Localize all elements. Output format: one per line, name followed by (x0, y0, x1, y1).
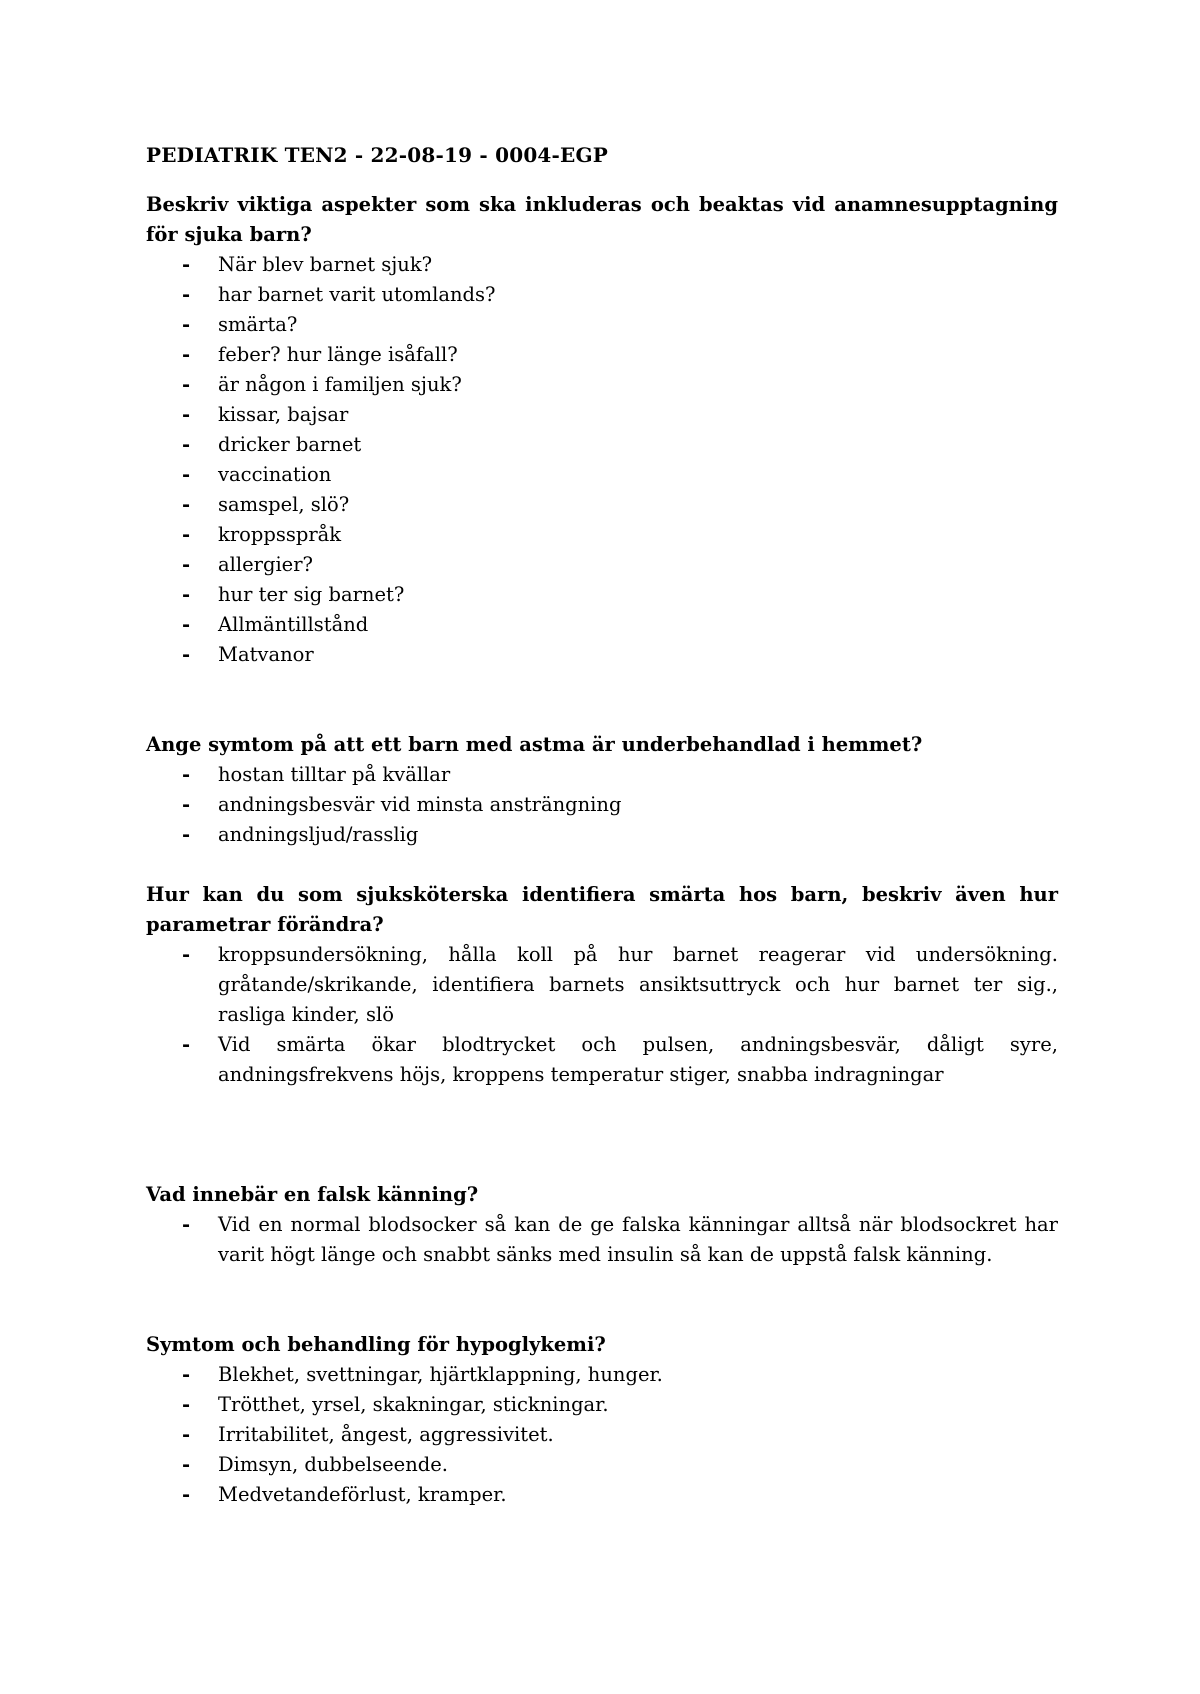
bullet-dash: - (182, 1453, 191, 1476)
answer-text: Matvanor (218, 643, 314, 666)
bullet-dash: - (182, 523, 191, 546)
answer-text: Vid en normal blodsocker så kan de ge falska känningar alltså när blodsockret har varit högt länge och snabbt sänks med insulin så kan de uppstå falsk känning. (218, 1213, 1058, 1266)
bullet-dash: - (182, 433, 191, 456)
answer-text: allergier? (218, 553, 313, 576)
answer-list (146, 1360, 1058, 1510)
list-item (146, 580, 1058, 610)
bullet-dash: - (182, 343, 191, 366)
list-item (146, 370, 1058, 400)
answer-text: feber? hur länge isåfall? (218, 343, 458, 366)
list-item (146, 460, 1058, 490)
bullet-dash: - (182, 553, 191, 576)
list-item (146, 280, 1058, 310)
question-heading: Ange symtom på att ett barn med astma är underbehandlad i hemmet? (146, 733, 923, 756)
answer-text: samspel, slö? (218, 493, 350, 516)
bullet-dash: - (182, 313, 191, 336)
list-item (146, 760, 1058, 790)
document-page (146, 140, 1058, 1510)
bullet-dash: - (182, 1033, 191, 1056)
answer-list (146, 760, 1058, 850)
list-item (146, 1390, 1058, 1420)
list-item (146, 250, 1058, 280)
answer-text: kroppsundersökning, hålla koll på hur barnet reagerar vid undersökning. gråtande/skrikande, identifiera barnets ansiktsuttryck och hur barnet ter sig., rasliga kinder, slö (218, 943, 1058, 1026)
list-item (146, 1030, 1058, 1090)
bullet-dash: - (182, 1363, 191, 1386)
bullet-dash: - (182, 463, 191, 486)
list-item (146, 1480, 1058, 1510)
bullet-dash: - (182, 643, 191, 666)
bullet-dash: - (182, 253, 191, 276)
bullet-dash: - (182, 823, 191, 846)
bullet-dash: - (182, 1423, 191, 1446)
answer-text: Medvetandeförlust, kramper. (218, 1483, 507, 1506)
answer-text: kroppsspråk (218, 523, 342, 546)
list-item (146, 940, 1058, 1030)
answer-text: Blekhet, svettningar, hjärtklappning, hunger. (218, 1363, 663, 1386)
qa-section (146, 880, 1058, 1090)
list-item (146, 1450, 1058, 1480)
bullet-dash: - (182, 403, 191, 426)
answer-list (146, 250, 1058, 670)
answer-text: kissar, bajsar (218, 403, 349, 426)
qa-section (146, 1180, 1058, 1270)
list-item (146, 1210, 1058, 1270)
question-heading: Symtom och behandling för hypoglykemi? (146, 1333, 606, 1356)
answer-text: Irritabilitet, ångest, aggressivitet. (218, 1423, 554, 1446)
bullet-dash: - (182, 1393, 191, 1416)
list-item (146, 310, 1058, 340)
list-item (146, 340, 1058, 370)
list-item (146, 520, 1058, 550)
list-item (146, 610, 1058, 640)
sections-container (146, 190, 1058, 1510)
document-title: PEDIATRIK TEN2 - 22-08-19 - 0004-EGP (146, 143, 609, 167)
bullet-dash: - (182, 283, 191, 306)
answer-text: Trötthet, yrsel, skakningar, stickningar. (218, 1393, 609, 1416)
answer-text: När blev barnet sjuk? (218, 253, 433, 276)
bullet-dash: - (182, 793, 191, 816)
answer-text: Allmäntillstånd (218, 613, 369, 636)
question-heading: Hur kan du som sjuksköterska identifiera smärta hos barn, beskriv även hur parametrar förändra? (146, 883, 1058, 936)
answer-text: andningsbesvär vid minsta ansträngning (218, 793, 622, 816)
answer-list (146, 1210, 1058, 1270)
list-item (146, 430, 1058, 460)
bullet-dash: - (182, 943, 191, 966)
answer-list (146, 940, 1058, 1090)
answer-text: hostan tilltar på kvällar (218, 763, 451, 786)
answer-text: smärta? (218, 313, 298, 336)
list-item (146, 490, 1058, 520)
bullet-dash: - (182, 493, 191, 516)
question-heading: Beskriv viktiga aspekter som ska inkluderas och beaktas vid anamnesupptagning för sjuka barn? (146, 193, 1058, 246)
bullet-dash: - (182, 1483, 191, 1506)
bullet-dash: - (182, 583, 191, 606)
bullet-dash: - (182, 763, 191, 786)
answer-text: dricker barnet (218, 433, 362, 456)
list-item (146, 640, 1058, 670)
list-item (146, 790, 1058, 820)
qa-section (146, 1330, 1058, 1510)
list-item (146, 400, 1058, 430)
bullet-dash: - (182, 1213, 191, 1236)
qa-section (146, 190, 1058, 670)
bullet-dash: - (182, 373, 191, 396)
list-item (146, 1420, 1058, 1450)
answer-text: hur ter sig barnet? (218, 583, 405, 606)
list-item (146, 820, 1058, 850)
answer-text: är någon i familjen sjuk? (218, 373, 462, 396)
answer-text: andningsljud/rasslig (218, 823, 419, 846)
answer-text: Dimsyn, dubbelseende. (218, 1453, 448, 1476)
answer-text: Vid smärta ökar blodtrycket och pulsen, andningsbesvär, dåligt syre, andningsfrekvens höjs, kroppens temperatur stiger, snabba indragningar (218, 1033, 1058, 1086)
answer-text: vaccination (218, 463, 332, 486)
bullet-dash: - (182, 613, 191, 636)
list-item (146, 550, 1058, 580)
qa-section (146, 730, 1058, 850)
question-heading: Vad innebär en falsk känning? (146, 1183, 479, 1206)
list-item (146, 1360, 1058, 1390)
answer-text: har barnet varit utomlands? (218, 283, 496, 306)
